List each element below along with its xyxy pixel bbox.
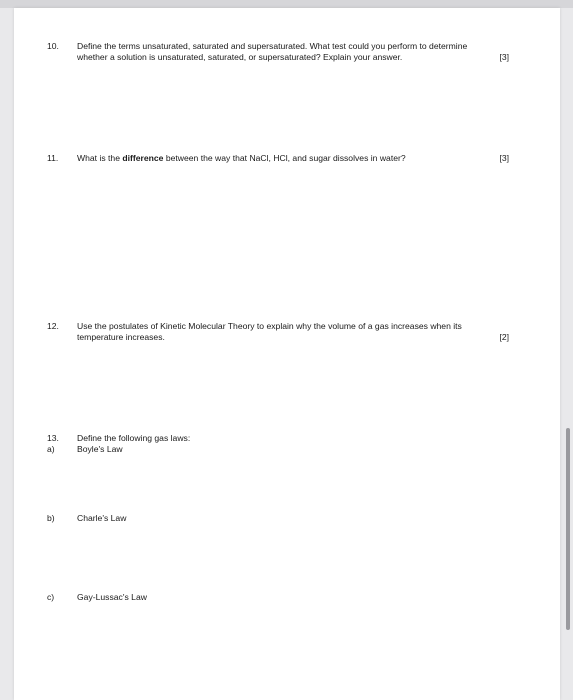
marks-label: [3] [499, 52, 509, 62]
viewer-top-bar [0, 0, 573, 8]
question-number: 11. [47, 153, 59, 163]
part-b-text: Charle's Law [77, 513, 127, 523]
marks-label: [3] [499, 153, 509, 163]
part-a-text: Boyle's Law [77, 444, 123, 454]
question-text-line1: Define the terms unsaturated, saturated and supersaturated. What test could you perform to determine [77, 41, 468, 51]
question-text-line2: whether a solution is unsaturated, saturated, or supersaturated? Explain your answer. [77, 52, 403, 62]
part-b-label: b) [47, 513, 55, 523]
question-number: 12. [47, 321, 59, 331]
question-text-start: What is the [77, 153, 123, 163]
question-text [77, 153, 406, 164]
question-text-emphasis: difference [122, 153, 164, 163]
question-text-end: between the way that NaCl, HCl, and sugar dissolves in water? [163, 153, 406, 163]
question-text-line2: temperature increases. [77, 332, 165, 342]
marks-label: [2] [499, 332, 509, 342]
question-text: Define the following gas laws: [77, 433, 191, 443]
part-c-label: c) [47, 592, 55, 602]
document-page [14, 8, 560, 700]
vertical-scrollbar[interactable] [566, 428, 570, 630]
part-a-label: a) [47, 444, 55, 454]
part-c-text: Gay-Lussac's Law [77, 592, 147, 602]
question-number: 13. [47, 433, 59, 443]
question-text-line1: Use the postulates of Kinetic Molecular Theory to explain why the volume of a gas increases when its [77, 321, 462, 331]
question-number: 10. [47, 41, 59, 51]
